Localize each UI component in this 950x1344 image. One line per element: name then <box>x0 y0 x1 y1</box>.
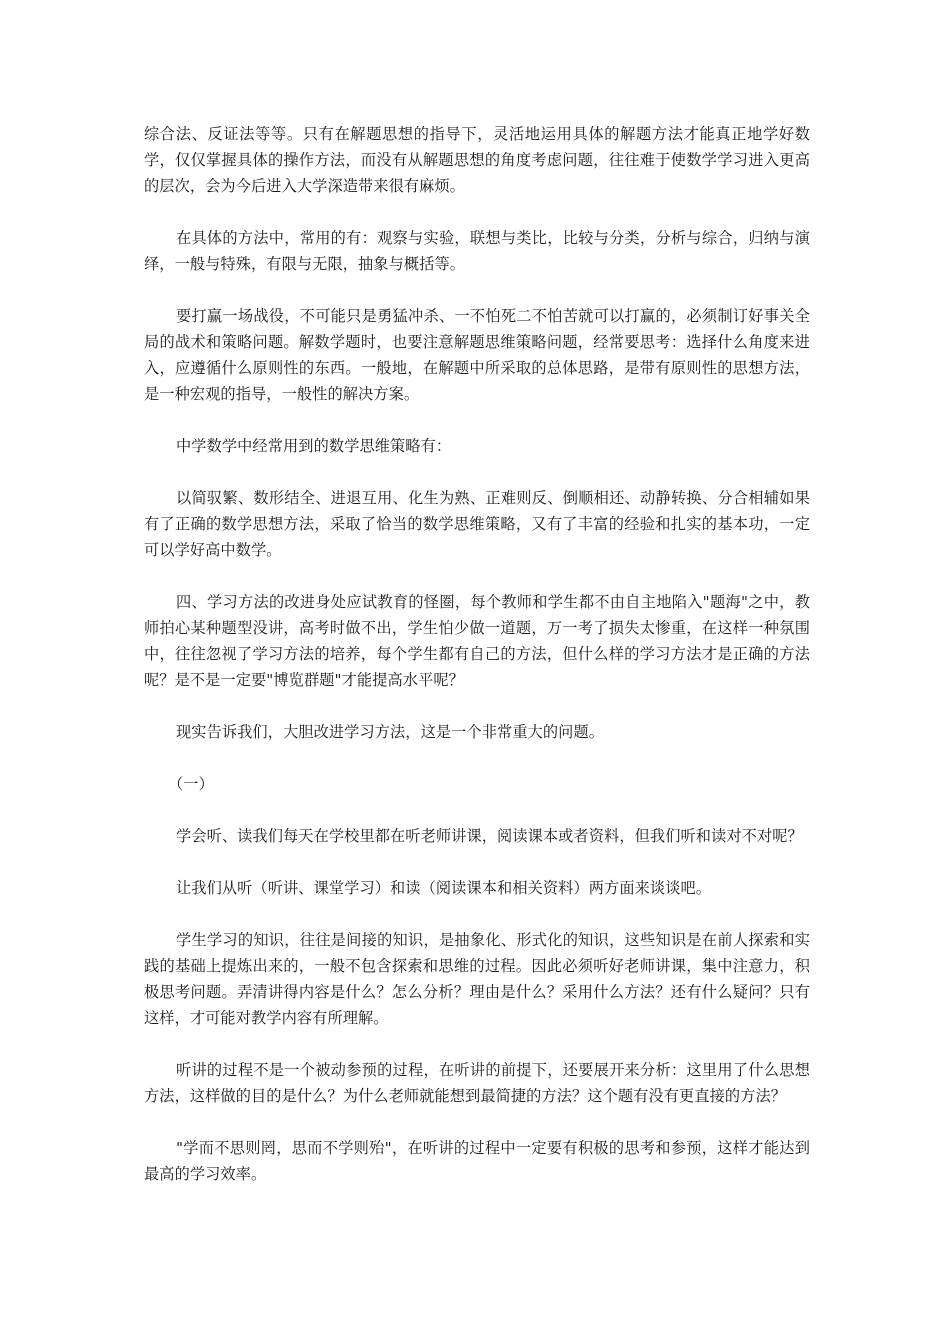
paragraph-9: 学会听、读我们每天在学校里都在听老师讲课，阅读课本或者资料，但我们听和读对不对呢？ <box>176 827 803 845</box>
paragraph-11: 学生学习的知识，往往是间接的知识，是抽象化、形式化的知识，这些知识是在前人探索和实践的基础上提炼出来的，一般不包含探索和思维的过程。因此必须听好老师讲课，集中注意力，积极思考问题。弄清讲得内容是什么？怎么分析？理由是什么？采用什么方法？还有什么疑问？只有这样，才可能对教学内容有所理解。 <box>144 931 810 1027</box>
paragraph-8: （一） <box>168 775 214 793</box>
paragraph-6: 四、学习方法的改进身处应试教育的怪圈，每个教师和学生都不由自主地陷入"题海"之中，教师拍心某种题型没讲，高考时做不出，学生怕少做一道题，万一考了损失太惨重，在这样一种氛围中，往往忽视了学习方法的培养，每个学生都有自己的方法，但什么样的学习方法才是正确的方法呢？是不是一定要"博览群题"才能提高水平呢？ <box>144 593 810 689</box>
document-body <box>144 121 810 1213</box>
paragraph-2: 在具体的方法中，常用的有：观察与实验，联想与类比，比较与分类，分析与综合，归纳与演绎，一般与特殊，有限与无限，抽象与概括等。 <box>144 229 810 273</box>
paragraph-7: 现实告诉我们，大胆改进学习方法，这是一个非常重大的问题。 <box>176 723 605 741</box>
paragraph-13: "学而不思则罔，思而不学则殆"，在听讲的过程中一定要有积极的思考和参预，这样才能达到最高的学习效率。 <box>144 1139 810 1183</box>
paragraph-4: 中学数学中经常用到的数学思维策略有： <box>176 437 452 455</box>
paragraph-10: 让我们从听（听讲、课堂学习）和读（阅读课本和相关资料）两方面来谈谈吧。 <box>176 879 712 897</box>
paragraph-12: 听讲的过程不是一个被动参预的过程，在听讲的前提下，还要展开来分析：这里用了什么思想方法，这样做的目的是什么？为什么老师就能想到最简捷的方法？这个题有没有更直接的方法？ <box>144 1061 810 1105</box>
paragraph-5: 以简驭繁、数形结全、进退互用、化生为熟、正难则反、倒顺相还、动静转换、分合相辅如果有了正确的数学思想方法，采取了恰当的数学思维策略，又有了丰富的经验和扎实的基本功，一定可以学好高中数学。 <box>144 489 810 559</box>
paragraph-3: 要打赢一场战役，不可能只是勇猛冲杀、一不怕死二不怕苦就可以打赢的，必须制订好事关全局的战术和策略问题。解数学题时，也要注意解题思维策略问题，经常要思考：选择什么角度来进入，应遵循什么原则性的东西。一般地，在解题中所采取的总体思路，是带有原则性的思想方法，是一种宏观的指导，一般性的解决方案。 <box>144 307 810 403</box>
paragraph-1: 综合法、反证法等等。只有在解题思想的指导下，灵活地运用具体的解题方法才能真正地学好数学，仅仅掌握具体的操作方法，而没有从解题思想的角度考虑问题，往往难于使数学学习进入更高的层次，会为今后进入大学深造带来很有麻烦。 <box>144 125 810 195</box>
